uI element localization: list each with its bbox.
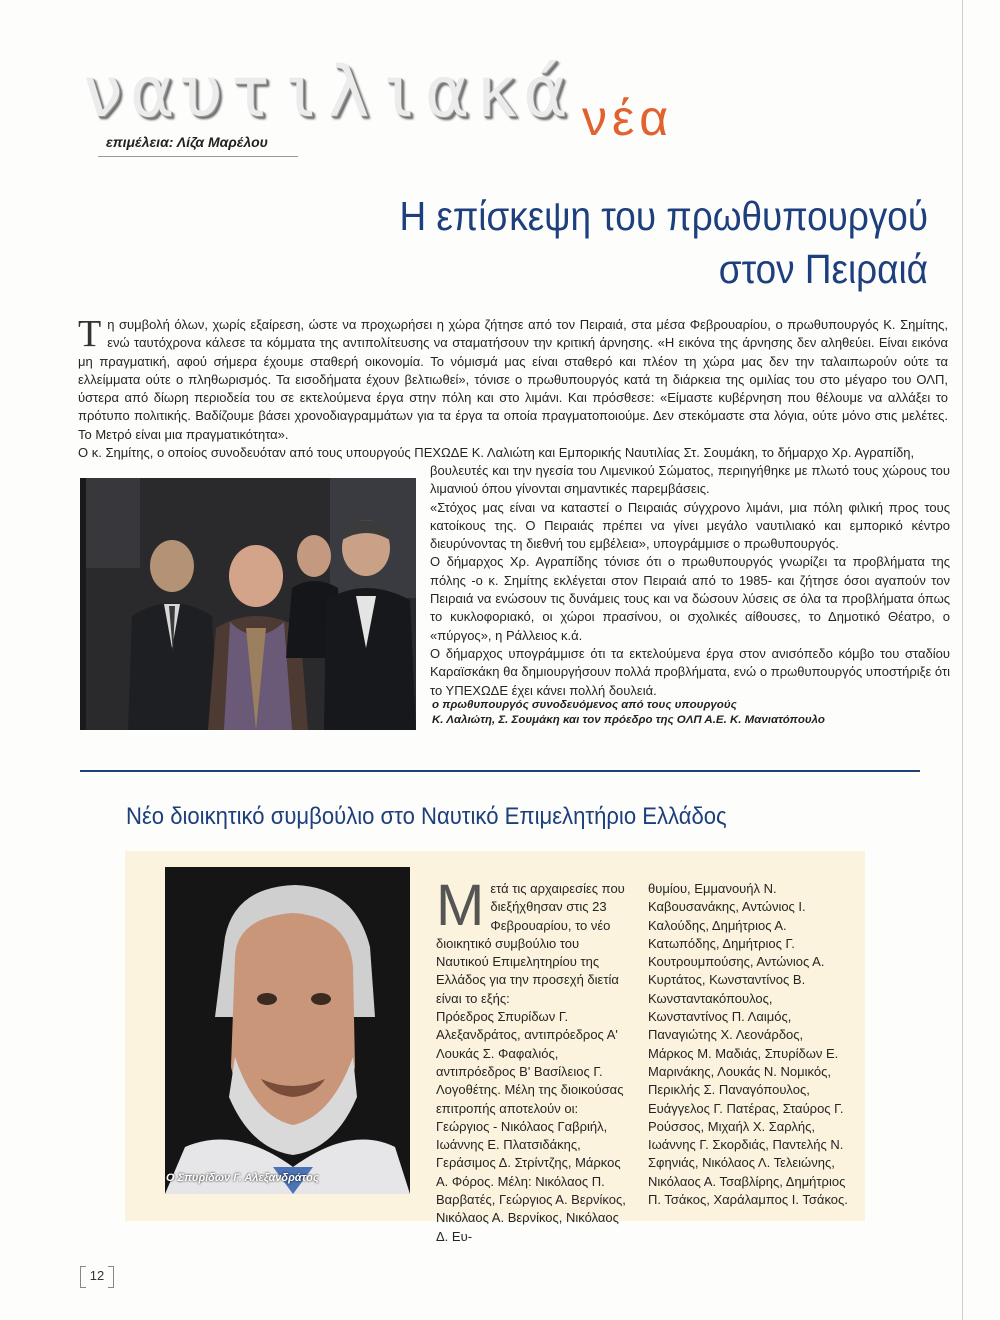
caption-line-2: Κ. Λαλιώτη, Σ. Σουμάκη και τον πρόεδρο της ΟΛΠ Α.Ε. Κ. Μανιατόπουλο [432,714,825,726]
article1-intro-text: η συμβολή όλων, χωρίς εξαίρεση, ώστε να προχωρήσει η χώρα ζήτησε από τον Πειραιά, στα μέσα Φεβρουαρίου, ο πρωθυπουργός Κ. Σημίτης, ενώ ταυτόχρονα κάλεσε τα κόμματα της αντιπολίτευσης να σταματήσουν την κριτική άρνησης. «Η εικόνα της άρνησης δεν αληθεύει. Είναι εικόνα μη πραγματική, αφού σήμερα έχουμε σταθερή οικονομία. Το νόμισμά μας είναι σταθερό και πλέον τη χώρα μας δεν την ταλαιπωρούν ούτε τα ελλείμματα ούτε ο πληθωρισμός. Τα εισοδήματα έχουν βελτιωθεί», τόνισε ο πρωθυπουργός κατά τη διάρκεια της ομιλίας του στο μέγαρο του ΟΛΠ, ύστερα από δίωρη περιοδεία του σε εκτελούμενα έργα στην πόλη και στο λιμάνι. Και πρόσθεσε: «Είμαστε κυβέρνηση που θέλουμε να αλλάξει το πρότυπο πολιτικής. Βαδίζουμε βάσει χρονοδιαγραμμάτων για τα έργα τα οποία πραγματοποιούμε. Δεν στεκόμαστε στα λόγια, ούτε μόνο στις μελέτες. Το Μετρό είναι μια πραγματικότητα». [78,317,948,442]
headline-line-1: Η επίσκεψη του πρωθυπουργού [399,193,928,239]
photo-portrait [165,867,410,1194]
article1-column [430,462,950,700]
article2-headline: Νέο διοικητικό συμβούλιο στο Ναυτικό Επιμελητήριο Ελλάδος [126,803,727,830]
caption-line-1: ο πρωθυπουργός συνοδευόμενος από τους υπουργούς [432,699,737,711]
article2-col1-rest: Πρόεδρος Σπυρίδων Γ. Αλεξανδράτος, αντιπρόεδρος Α' Λουκάς Σ. Φαφαλιός, αντιπρόεδρος Β' Βασίλειος Γ. Λογοθέτης. Μέλη της διοικούσας επιτροπής αποτελούν οι: Γεώργιος - Νικόλαος Γαβριήλ, Ιωάννης Ε. Πλατσιδάκης, Γεράσιμος Δ. Στρίντζης, Μάρκος Α. Φόρος. Μέλη: Νικόλαος Π. Βαρβατές, Γεώργιος Α. Βερνίκος, Νικόλαος Α. Βερνίκος, Νικόλαος Δ. Ευ- [436,1009,626,1244]
article2-photo-caption: Ο Σπυρίδων Γ. Αλεξανδράτος [166,1172,319,1184]
article2-column-1 [436,873,634,1246]
article1-intro [78,313,948,462]
article1-para3: «Στόχος μας είναι να καταστεί ο Πειραιάς σύγχρονο λιμάνι, μια πόλη φιλική προς τους κατοίκους της. Ο Πειραιάς πρέπει να γίνει μεγάλο ναυτιλιακό και εμπορικό κέντρο διευρύνοντας τη διεθνή του εμβέλεια», υπογράμμισε ο πρωθυπουργός. [430,499,950,552]
article1-dropcap: Τ [78,313,102,355]
masthead-accent: νέα [582,90,674,146]
article2-column-2 [648,880,848,1209]
article1-headline [280,190,928,296]
article2-col1-lead: ετά τις αρχαιρεσίες που διεξήχθησαν στις 23 Φεβρουαρίου, το νέο διοικητικό συμβούλιο του Ναυτικού Επιμελητηρίου της Ελλάδος για την προσεχή διετία είναι το εξής: [436,881,625,1006]
editor-credit: επιμέλεια: Λίζα Μαρέλου [106,134,268,150]
article1-para2-lead: Ο κ. Σημίτης, ο οποίος συνοδευόταν από τους υπουργούς ΠΕΧΩΔΕ Κ. Λαλιώτη και Εμπορικής Ναυτιλίας Στ. Σουμάκη, το δήμαρχο Χρ. Αγραπίδη, [78,445,915,461]
page-edge-line [962,0,963,1320]
masthead-title: ναυτιλιακά [82,51,574,133]
article2-dropcap: Μ [436,873,485,938]
editor-rule [98,156,298,157]
photo-pm-visit [80,478,416,730]
article1-para4: Ο δήμαρχος Χρ. Αγραπίδης τόνισε ότι ο πρωθυπουργός γνωρίζει τα προβλήματα της πόλης -ο κ. Σημίτης εκλέγεται στον Πειραιά από το 1985- και ζήτησε όσοι αγαπούν τον Πειραιά να ενώσουν τις δυνάμεις τους και να δώσουν λύσεις σε όλα τα προβλήματα όπως το κυκλοφοριακό, οι χώροι πρασίνου, οι σχολικές αίθουσες, το Δημοτικό Θέατρο, ο «πύργος», η Ράλλειος κ.ά. [430,554,950,643]
headline-line-2: στον Πειραιά [718,246,928,292]
section-divider [80,770,920,772]
article2-col2-text: θυμίου, Εμμανουήλ Ν. Καβουσανάκης, Αντώνιος Ι. Καλούδης, Δημήτριος Α. Κατωπόδης, Δημήτριος Γ. Κουτρουμπούσης, Αντώνιος Α. Κυρτάτος, Κωνσταντίνος Β. Κωνσταντακόπουλος, Κωνσταντίνος Π. Λαιμός, Παναγιώτης Χ. Λεονάρδος, Μάρκος Μ. Μαδιάς, Σπυρίδων Ε. Μαρινάκης, Λουκάς Ν. Νομικός, Περικλής Σ. Παναγόπουλος, Ευάγγελος Γ. Πατέρας, Σταύρος Γ. Ρούσσος, Μιχαήλ Χ. Σαρλής, Ιωάννης Γ. Σκορδιάς, Παντελής Ν. Σφηνιάς, Νικόλαος Λ. Τελειώνης, Νικόλαος Α. Τσαβλίρης, Δημήτριος Π. Τσάκος, Χαράλαμπος Ι. Τσάκος. [648,881,848,1208]
article1-photo [80,478,416,730]
article2-photo [165,867,410,1194]
article1-caption [432,698,952,728]
article1-para5: Ο δήμαρχος υπογράμμισε ότι τα εκτελούμενα έργα στον ανισόπεδο κόμβο του σταδίου Καραϊσκάκη θα δημιουργήσουν πολλά προβλήματα, ενώ ο πρωθυπουργός υποστήριξε ότι το ΥΠΕΧΩΔΕ έχει κάνει πολλή δουλειά. [430,645,950,698]
page-number: 12 [80,1266,114,1286]
article1-para2-rest: βουλευτές και την ηγεσία του Λιμενικού Σώματος, περιηγήθηκε με πλωτό τους χώρους του λιμανιού όπου γίνονται σημαντικές παρεμβάσεις. [430,463,950,497]
